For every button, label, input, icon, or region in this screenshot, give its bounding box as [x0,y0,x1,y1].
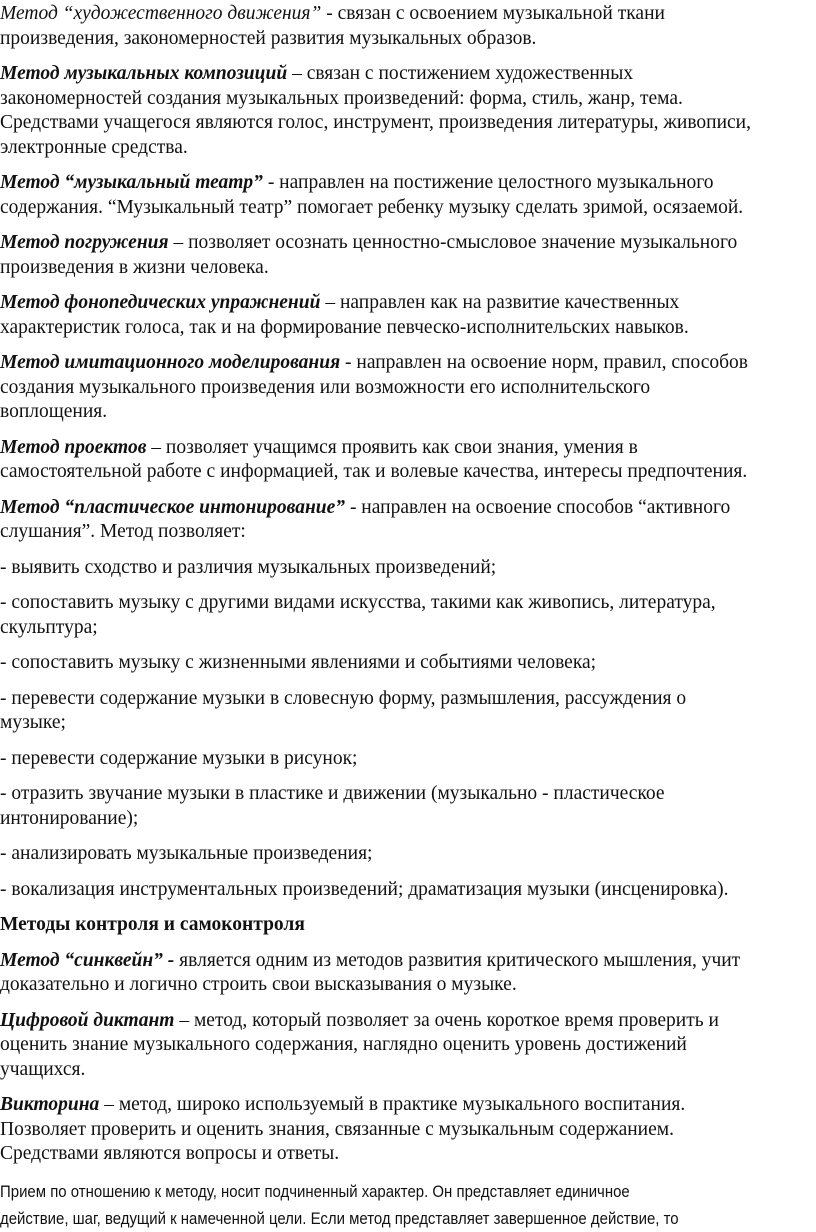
line-text: содержания. “Музыкальный театр” помогает ребенку музыку сделать зримой, осязаемой. [0,196,744,218]
paragraph [0,1009,816,1083]
line-text: самостоятельной работе с информацией, так и волевые качества, интересы предпочтения. [0,461,748,482]
line-text: произведения, закономерностей развития музыкальных образов. [0,27,537,49]
text-line [0,376,816,401]
text-line [0,616,816,641]
text-line [0,1033,816,1058]
text-line [0,1118,816,1143]
line-text: - сопоставить музыку с жизненными явлениями и событиями человека; [0,652,597,673]
line-text: - направлен на постижение целостного музыкального [262,172,714,193]
method-name: Метод “художественного движения” [0,3,322,24]
paragraph [0,747,816,772]
paragraph [0,1093,816,1167]
line-text: оценить знание музыкального содержания, наглядно оценить уровень достижений [0,1034,687,1055]
heading-text: Методы контроля и самоконтроля [0,914,305,935]
paragraph [0,436,816,485]
paragraph [0,878,816,903]
line-text: – метод, широко используемый в практике музыкального воспитания. [99,1094,686,1115]
line-text: – направлен как на развитие качественных [320,292,680,313]
paragraph [0,949,816,998]
text-line [0,651,816,676]
line-text: доказательно и логично строить свои высказывания о музыке. [0,974,517,995]
method-name: Метод “пластическое интонирование” [0,496,346,518]
section-heading [0,913,816,938]
method-name: Метод музыкальных композиций [0,63,288,84]
text-line [0,256,816,281]
paragraph [0,591,816,640]
line-text: Средствами являются вопросы и ответы. [0,1143,340,1164]
line-text: - вокализация инструментальных произведений; драматизация музыки (инсценировка). [0,878,729,900]
method-name: Метод имитационного моделирования [0,352,341,373]
text-line [0,747,816,772]
text-line [0,231,816,256]
text-line: Прием по отношению к методу, носит подчиненный характер. Он представляет единичное [0,1181,630,1201]
method-name: Метод “синквейн” - [0,949,175,971]
text-line [0,62,816,87]
text-line [0,711,816,736]
line-text: воплощения. [0,401,108,422]
method-name: Цифровой диктант [0,1009,175,1031]
line-text: - анализировать музыкальные произведения; [0,843,373,864]
text-line [0,136,816,161]
text-line [0,400,816,425]
line-text: - отразить звучание музыки в пластике и движении (музыкально - пластическое [0,783,665,804]
text-line [0,556,816,581]
text-line [0,171,816,196]
text-line [0,520,816,545]
method-name: Викторина [0,1094,100,1115]
footer-paragraph [0,1178,816,1232]
text-line [0,496,816,521]
line-text: интонирование); [0,807,139,829]
text-line [0,87,816,112]
paragraph [0,351,816,425]
method-name: Метод фонопедических упражнений [0,292,321,313]
paragraph [0,62,816,160]
paragraph [0,556,816,581]
paragraph [0,782,816,831]
line-text: скульптура; [0,616,98,638]
paragraph [0,171,816,220]
text-line [0,27,816,52]
line-text: - направлен на освоение способов “активного [345,496,731,518]
line-text: - сопоставить музыку с другими видами искусства, такими как живопись, литература, [0,592,716,613]
paragraph [0,231,816,280]
text-line [0,196,816,221]
text-line [0,1093,816,1118]
line-text: – метод, который позволяет за очень короткое время проверить и [174,1009,719,1031]
line-text: - перевести содержание музыки в словесную форму, размышления, рассуждения о [0,687,687,709]
paragraph [0,842,816,867]
line-text: учащихся. [0,1058,86,1080]
line-text: Средствами учащегося являются голос, инструмент, произведения литературы, живописи, [0,112,751,133]
text-line [0,316,816,341]
line-text: - выявить сходство и различия музыкальных произведений; [0,556,497,578]
line-text: - направлен на освоение норм, правил, способов [340,352,748,373]
text-line [0,591,816,616]
text-line [0,782,816,807]
paragraph [0,496,816,545]
paragraph [0,2,816,51]
line-text: электронные средства. [0,136,188,158]
method-name: Метод погружения [0,232,169,253]
text-line [0,460,816,485]
text-line [0,842,816,867]
line-text: – связан с постижением художественных [287,63,634,84]
method-name: Метод “музыкальный театр” [0,172,263,193]
paragraph [0,687,816,736]
text-line [0,973,816,998]
text-line: действие, шаг, ведущий к намеченной цели. Если метод представляет завершенное действие, то [0,1208,679,1228]
line-text: характеристик голоса, так и на формирование певческо-исполнительских навыков. [0,316,689,338]
line-text: Позволяет проверить и оценить знания, связанные с музыкальным содержанием. [0,1118,674,1140]
line-text: – позволяет осознать ценностно-смысловое значение музыкального [168,232,738,253]
line-text: - связан с освоением музыкальной ткани [321,3,665,24]
line-text: закономерностей создания музыкальных произведений: форма, стиль, жанр, тема. [0,87,683,109]
text-line [0,351,816,376]
line-text: является одним из методов развития критического мышления, учит [174,949,741,971]
text-line [0,436,816,461]
text-line [0,687,816,712]
line-text: произведения в жизни человека. [0,256,269,278]
line-text: - перевести содержание музыки в рисунок; [0,747,358,769]
text-line [0,1009,816,1034]
paragraph [0,291,816,340]
line-text: создания музыкального произведения или возможности его исполнительского [0,376,651,398]
line-text: – позволяет учащимся проявить как свои знания, умения в [146,436,638,458]
text-line [0,2,816,27]
line-text: слушания”. Метод позволяет: [0,521,246,542]
method-name: Метод проектов [0,436,147,458]
text-line [0,111,816,136]
text-line [0,878,816,903]
paragraph [0,651,816,676]
text-line [0,1142,816,1167]
text-line [0,291,816,316]
text-line [0,949,816,974]
text-line [0,1058,816,1083]
text-line [0,807,816,832]
line-text: музыке; [0,712,66,733]
